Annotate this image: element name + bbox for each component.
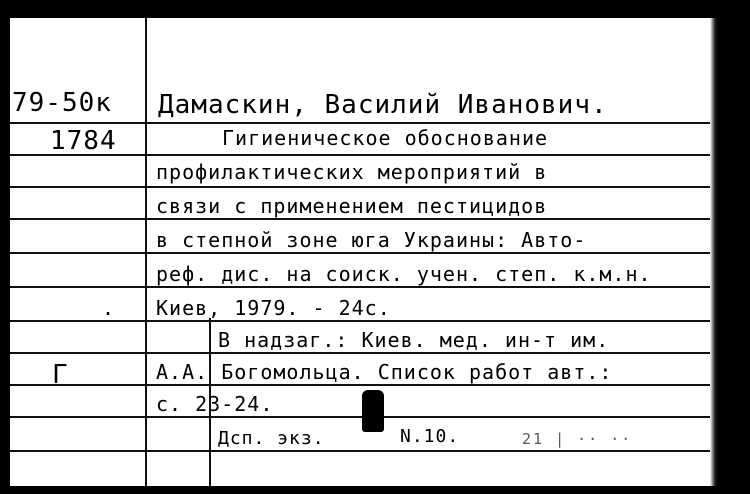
ruled-line (10, 122, 710, 124)
card-line-note-1: В надзаг.: Киев. мед. ин-т им. (218, 328, 610, 352)
ink-blot (362, 390, 384, 432)
card-line-title-3: связи с применением пестицидов (156, 194, 548, 218)
ruled-line (10, 286, 710, 288)
margin-dot: . (102, 296, 116, 320)
card-line-imprint: Киев, 1979. - 24с. (156, 296, 391, 320)
ruled-line (10, 352, 710, 354)
ruled-line (10, 186, 710, 188)
ruled-line (10, 416, 710, 418)
card-line-note-3: с. 23-24. (156, 392, 274, 416)
margin-mark: Г (52, 360, 69, 390)
card-line-title-4: в степной зоне юга Украины: Авто- (156, 228, 587, 252)
card-line-note-2: А.А. Богомольца. Список работ авт.: (156, 360, 613, 384)
card-line-title-2: профилактических мероприятий в (156, 160, 548, 184)
inventory-number: 1784 (50, 126, 117, 156)
faint-stamp: 21 | ·· ·· (522, 430, 633, 448)
ruled-line (10, 252, 710, 254)
card-line-title-1: Гигиеническое обоснование (222, 126, 549, 150)
card-line-title-5: реф. дис. на соиск. учен. степ. к.м.н. (156, 262, 652, 286)
call-number: 79-50к (12, 88, 112, 118)
ruled-line (10, 218, 710, 220)
ruled-line (10, 450, 710, 452)
copy-note: Дсп. экз. (218, 428, 325, 449)
catalog-card (10, 18, 718, 486)
ruled-line (10, 320, 710, 322)
ruled-line (10, 384, 710, 386)
copy-number: N.10. (400, 426, 460, 447)
card-line-author: Дамаскин, Василий Иванович. (158, 90, 608, 120)
